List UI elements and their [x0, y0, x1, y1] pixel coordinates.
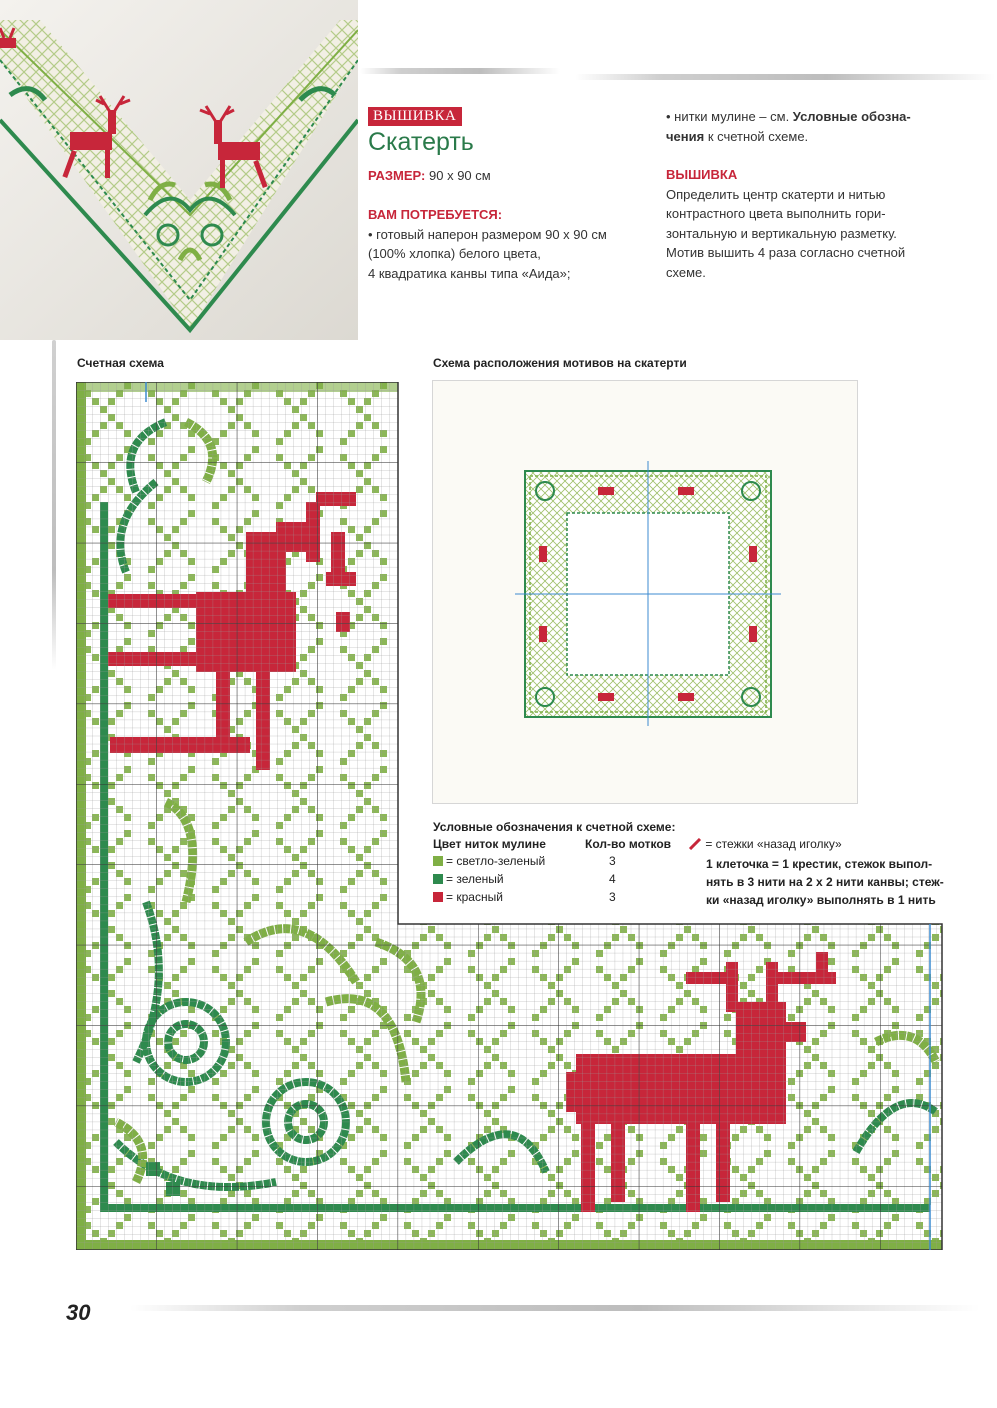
materials-continued [666, 107, 966, 146]
size-value: 90 х 90 см [429, 168, 491, 183]
decorative-stroke [360, 68, 560, 74]
legend-row [433, 854, 545, 868]
decorative-stroke [575, 74, 995, 80]
size-line [368, 166, 491, 186]
materials-line: 4 квадратика канвы типа «Аида»; [368, 265, 571, 281]
materials-heading: ВАМ ПОТРЕБУЕТСЯ: [368, 207, 503, 222]
embroidery-line: зонтальную и вертикальную разметку. [666, 225, 897, 241]
tablecloth-photo [0, 0, 358, 340]
green-swatch [433, 874, 443, 884]
backstitch-legend [688, 837, 842, 851]
chart-caption: Счетная схема [77, 356, 164, 370]
size-label: РАЗМЕР: [368, 168, 426, 183]
legend-note [706, 855, 944, 909]
materials-line: (100% хлопка) белого цвета, [368, 246, 541, 261]
embroidery-heading: ВЫШИВКА [666, 167, 738, 182]
embroidery-line: Определить центр скатерти и нитью [666, 186, 886, 202]
layout-caption: Схема расположения мотивов на скатерти [433, 356, 687, 370]
page-number: 30 [66, 1300, 91, 1325]
legend-row [433, 872, 504, 886]
backstitch-label: = стежки «назад иголку» [705, 837, 842, 851]
materials-block [368, 205, 658, 283]
legend-label: = зеленый [446, 872, 504, 886]
legend-col-count: Кол-во мотков [585, 837, 672, 851]
embroidery-line: Мотив вышить 4 раза согласно счетной [666, 245, 906, 260]
legend-count: 4 [609, 872, 616, 886]
legend-count: 3 [609, 890, 616, 904]
red-swatch [433, 892, 443, 902]
legend-note-line: нять в 3 нити на 2 х 2 нити канвы; стеж- [706, 875, 944, 889]
embroidery-line: контрастного цвета выполнить гори- [666, 206, 886, 221]
legend-label: = светло-зеленый [446, 854, 546, 868]
materials-text: • нитки мулине – см. [666, 109, 793, 124]
materials-line [666, 127, 966, 147]
legend-note-line: ки «назад иголку» выполнять в 1 нить [706, 893, 936, 907]
legend-label: = красный [446, 890, 503, 904]
backstitch-icon [688, 838, 702, 850]
decorative-stroke [52, 340, 56, 670]
embroidery-block [666, 165, 966, 282]
legend-col-thread: Цвет ниток мулине [433, 837, 546, 851]
layout-scheme [432, 380, 858, 804]
materials-line: • готовый наперон размером 90 х 90 см [368, 226, 607, 242]
materials-bold: Условные обозна- [792, 109, 911, 124]
materials-line [666, 107, 966, 127]
embroidery-line: схеме. [666, 264, 706, 280]
light-green-swatch [433, 856, 443, 866]
page-title: Скатерть [368, 128, 474, 156]
legend-row [433, 890, 503, 904]
decorative-stroke [130, 1305, 980, 1311]
materials-text: к счетной схеме. [704, 128, 809, 144]
section-tag: ВЫШИВКА [368, 107, 462, 126]
legend-title: Условные обозначения к счетной схеме: [433, 820, 676, 834]
legend-note-line: 1 клеточка = 1 крестик, стежок выпол- [706, 857, 933, 871]
legend-count: 3 [609, 854, 616, 868]
materials-bold: чения [666, 128, 705, 144]
